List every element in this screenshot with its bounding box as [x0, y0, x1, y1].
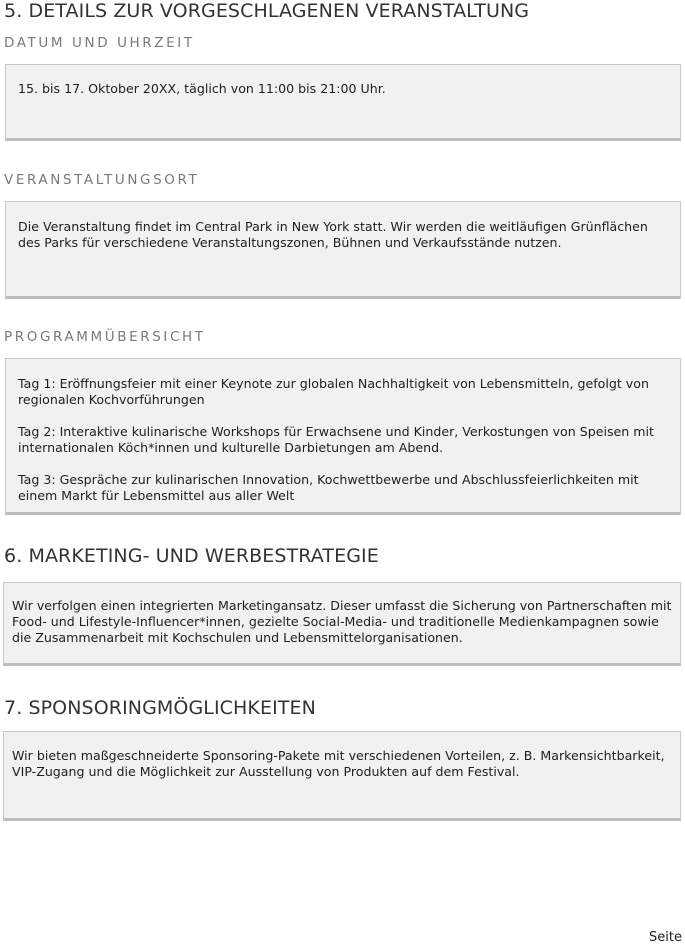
sponsoring-text: Wir bieten maßgeschneiderte Sponsoring-Pakete mit verschiedenen Vorteilen, z. B. Markensichtbarkeit, VIP-Zugang und die Möglichkeit zur Ausstellung von Produkten auf dem Festival. — [12, 748, 665, 779]
section-7-heading: 7. SPONSORINGMÖGLICHKEITEN — [4, 697, 316, 719]
programm-item-tag-2: Tag 2: Interaktive kulinarische Workshops für Erwachsene und Kinder, Verkostungen von Speisen mit internationalen Köch*innen und kulturelle Darbietungen am Abend. — [18, 424, 654, 455]
programmuebersicht-box — [5, 358, 681, 515]
programmuebersicht-label: PROGRAMMÜBERSICHT — [4, 329, 206, 345]
veranstaltungsort-box — [5, 201, 681, 299]
programm-item-tag-3: Tag 3: Gespräche zur kulinarischen Innovation, Kochwettbewerbe und Abschlussfeierlichkeiten mit einem Markt für Lebensmittel aus aller Welt — [18, 472, 639, 503]
veranstaltungsort-text: Die Veranstaltung findet im Central Park in New York statt. Wir werden die weitläufigen Grünflächen des Parks für verschiedene Veranstaltungszonen, Bühnen und Verkaufsstände nutzen. — [18, 219, 648, 250]
section-5-heading: 5. DETAILS ZUR VORGESCHLAGENEN VERANSTALTUNG — [4, 0, 530, 22]
marketing-text: Wir verfolgen einen integrierten Marketingansatz. Dieser umfasst die Sicherung von Partnerschaften mit Food- und Lifestyle-Influencer*innen, gezielte Social-Media- und traditionelle Medienkampagnen sowie die Zusammenarbeit mit Kochschulen und Lebensmittelorganisationen. — [12, 598, 672, 645]
veranstaltungsort-label: VERANSTALTUNGSORT — [4, 172, 200, 188]
marketing-box — [3, 582, 681, 666]
datum-box — [5, 64, 681, 141]
datum-label: DATUM UND UHRZEIT — [4, 35, 195, 51]
sponsoring-box — [3, 731, 681, 821]
section-6-heading: 6. MARKETING- UND WERBESTRATEGIE — [4, 545, 379, 567]
programm-item-tag-1: Tag 1: Eröffnungsfeier mit einer Keynote zur globalen Nachhaltigkeit von Lebensmitteln, gefolgt von regionalen Kochvorführungen — [18, 376, 649, 407]
page-label: Seite — [649, 930, 682, 945]
datum-text: 15. bis 17. Oktober 20XX, täglich von 11:00 bis 21:00 Uhr. — [18, 81, 386, 96]
